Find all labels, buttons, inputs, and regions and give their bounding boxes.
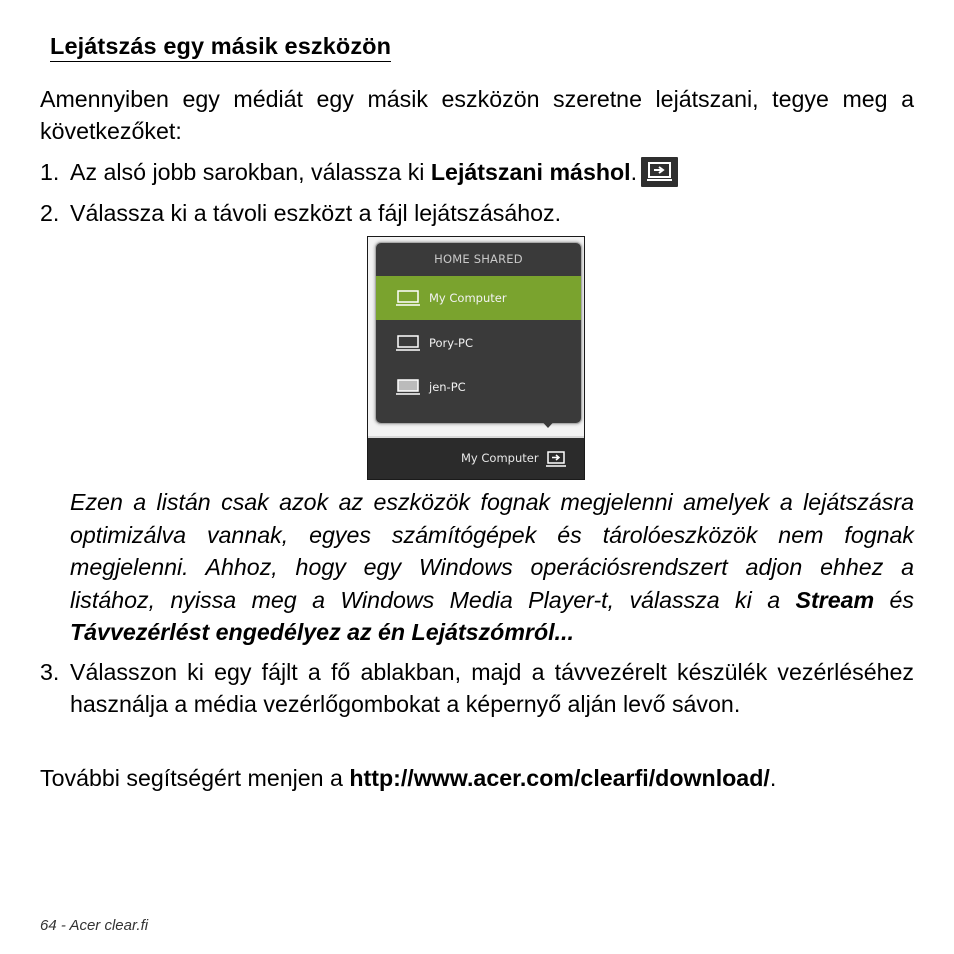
intro-paragraph: Amennyiben egy médiát egy másik eszközön szeretne lejátszani, tegye meg a következőket: <box>40 86 914 144</box>
download-link[interactable]: http://www.acer.com/clearfi/download/ <box>349 765 770 791</box>
device-item-my-computer[interactable] <box>376 276 581 320</box>
step-text-plain: Az alsó jobb sarokban, válassza ki <box>70 159 431 185</box>
step-3 <box>40 656 914 756</box>
more-help-end: . <box>769 765 777 791</box>
step-number: 2. <box>40 200 60 226</box>
step-number: 3. <box>40 659 60 685</box>
step-number: 1. <box>40 159 60 185</box>
more-help-paragraph <box>40 762 914 794</box>
popup-header: HOME SHARED <box>434 252 523 266</box>
device-label: My Computer <box>429 291 507 305</box>
note-paragraph <box>70 486 914 649</box>
step-text: Válassza ki a távoli eszközt a fájl lejátszásához. <box>70 200 562 226</box>
device-popup <box>375 242 582 424</box>
computer-icon <box>396 379 420 396</box>
computer-icon <box>396 335 420 352</box>
note-text: Ezen a listán csak azok az eszközök fognak megjelenni amelyek a lejátszásra optimizálva vannak, egyes számítógépek és tárolóeszközök nem fognak megjelenni. Ahhoz, hogy egy Windows operációsrendszert adjon ehhez a listához, nyissa meg a Windows Media Player-t, válassza ki a <box>70 489 914 613</box>
allow-remote-label: Távvezérlést engedélyez az én Lejátszómról... <box>70 619 574 645</box>
popup-tail <box>538 417 558 428</box>
section-heading: Lejátszás egy másik eszközön <box>50 33 391 62</box>
computer-icon <box>396 290 420 307</box>
note-conjunction: és <box>874 586 914 613</box>
play-to-screenshot <box>367 236 585 480</box>
player-bar <box>368 438 584 479</box>
device-item-pory-pc[interactable] <box>376 321 581 365</box>
device-label: Pory-PC <box>429 336 474 350</box>
device-item-jen-pc[interactable] <box>376 365 581 409</box>
device-label: jen-PC <box>429 380 466 394</box>
step-text: Válasszon ki egy fájlt a fő ablakban, majd a távvezérelt készülék vezérléséhez használja a média vezérlőgombokat a képernyő alján levő sávon. <box>70 659 914 717</box>
step-text-end: . <box>630 159 638 185</box>
play-to-icon <box>641 157 678 187</box>
more-help-text: További segítségért menjen a <box>40 765 350 791</box>
stream-label: Stream <box>795 586 875 613</box>
page-footer: 64 - Acer clear.fi <box>40 917 149 934</box>
play-to-label: Lejátszani máshol <box>430 159 631 185</box>
current-device-label: My Computer <box>461 451 539 465</box>
play-to-icon[interactable] <box>546 451 566 468</box>
step-text <box>70 156 914 188</box>
